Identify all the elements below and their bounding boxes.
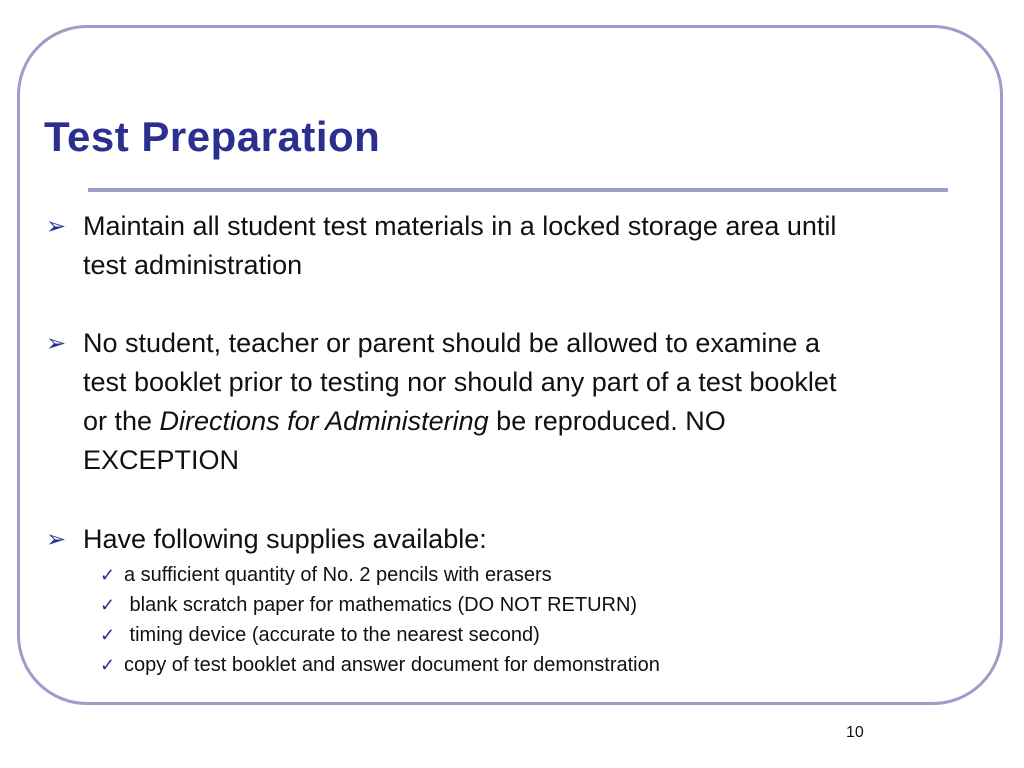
sub-bullet-text: timing device (accurate to the nearest second) [124,624,540,646]
arrow-bullet-icon: ➢ [46,526,67,553]
bullet-item [46,324,866,480]
slide-title: Test Preparation [44,113,381,160]
sub-bullet-text: copy of test booklet and answer document for demonstration [124,654,660,676]
checkmark-icon: ✓ [100,655,116,675]
checkmark-icon: ✓ [100,595,116,615]
bullet-text-part: No student, teacher or parent should be allowed to examine a test booklet prior to testing nor should any part of a test booklet or the [83,328,837,436]
bullet-text-italic: Directions for Administering [159,406,489,436]
checkmark-icon: ✓ [100,625,116,645]
page-number: 10 [846,724,864,741]
bullet-item [46,207,866,285]
arrow-bullet-icon: ➢ [46,213,67,240]
sub-bullet-item [100,590,860,620]
sub-bullet-text: a sufficient quantity of No. 2 pencils with erasers [124,564,552,586]
bullet-text-part: be reproduced. NO EXCEPTION [83,406,726,475]
bullet-item [46,520,866,559]
bullet-text [83,324,866,480]
sub-bullet-item [100,560,860,590]
bullet-text: Maintain all student test materials in a locked storage area until test administration [83,211,837,280]
checkmark-icon: ✓ [100,565,116,585]
bullet-text: Have following supplies available: [83,524,487,554]
arrow-bullet-icon: ➢ [46,330,67,357]
sub-bullet-text: blank scratch paper for mathematics (DO NOT RETURN) [124,594,638,616]
sub-bullet-item [100,650,860,680]
sub-bullet-item [100,620,860,650]
title-divider [88,188,948,192]
